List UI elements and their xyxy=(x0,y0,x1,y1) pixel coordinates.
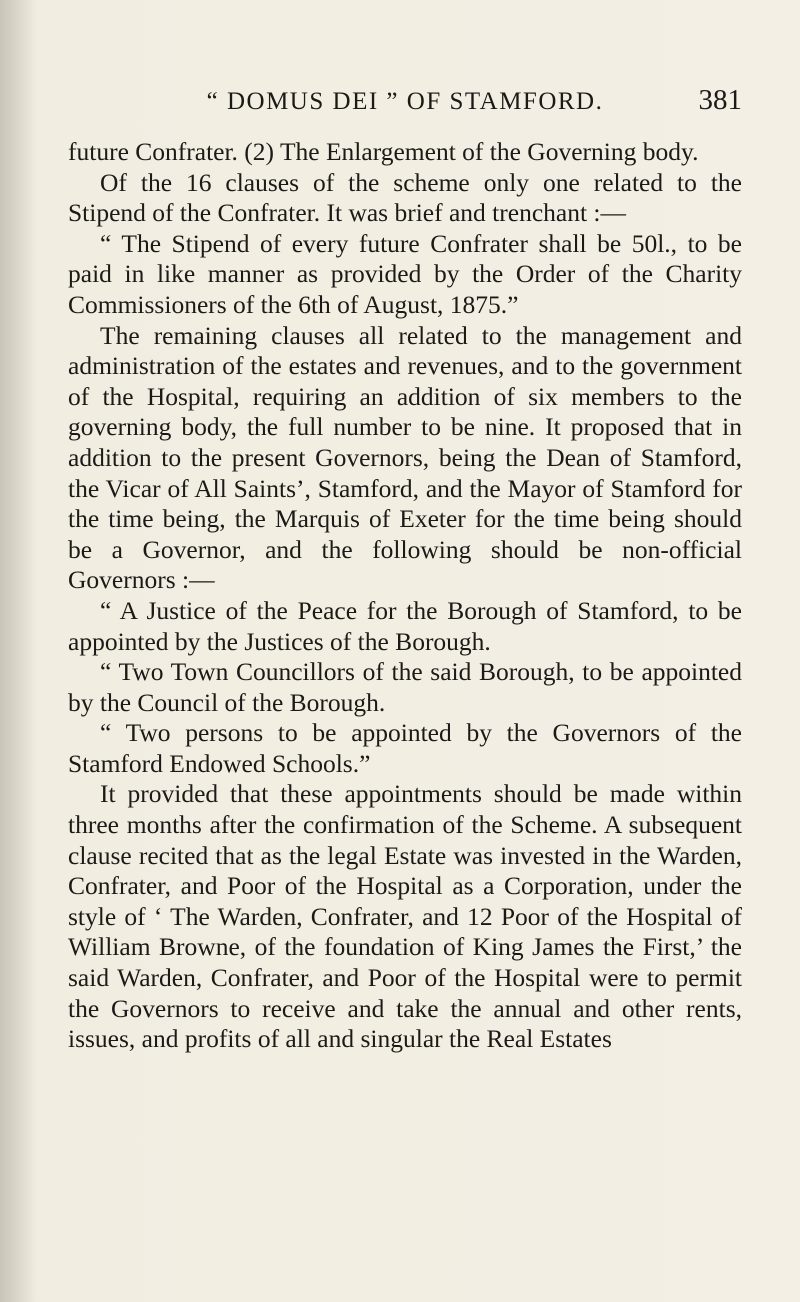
paragraph: “ Two persons to be appointed by the Governors of the Stamford Endowed Schools.” xyxy=(68,718,742,778)
paragraph: Of the 16 clauses of the scheme only one related to the Stipend of the Confrater. It was brief and trenchant :— xyxy=(68,167,742,228)
paragraph: “ The Stipend of every future Confrater shall be 50l., to be paid in like manner as provided by the Order of the Charity Commissioners of the 6th of August, 1875.” xyxy=(68,228,742,319)
gutter-shadow xyxy=(0,0,36,1302)
body-text xyxy=(68,137,742,1055)
paragraph: The remaining clauses all related to the management and administration of the estates and revenues, and to the government of the Hospital, requiring an addition of six members to the governing body, the full number to be nine. It proposed that in addition to the present Governors, being the Dean of Stamford, the Vicar of All Saints’, Stamford, and the Mayor of Stamford for the time being, the Marquis of Exeter for the time being should be a Governor, and the following should be non-official Governors :— xyxy=(68,320,742,595)
paragraph: It provided that these appointments should be made within three months after the confirmation of the Scheme. A subsequent clause recited that as the legal Estate was invested in the Warden, Confrater, and Poor of the Hospital as a Corporation, under the style of ‘ The Warden, Confrater, and 12 Poor of the Hospital of William Browne, of the foundation of King James the First,’ the said Warden, Confrater, and Poor of the Hospital were to permit the Governors to receive and take the annual and other rents, issues, and profits of all and singular the Real Estates xyxy=(68,779,742,1054)
paragraph: “ A Justice of the Peace for the Borough of Stamford, to be appointed by the Justices of the Borough. xyxy=(68,595,742,656)
running-title: “ DOMUS DEI ” OF STAMFORD. xyxy=(206,88,604,115)
paragraph: future Confrater. (2) The Enlargement of the Governing body. xyxy=(68,137,699,166)
running-head xyxy=(68,84,742,124)
page-number: 381 xyxy=(698,84,742,116)
paragraph: “ Two Town Councillors of the said Borough, to be appointed by the Council of the Borough. xyxy=(68,657,742,717)
